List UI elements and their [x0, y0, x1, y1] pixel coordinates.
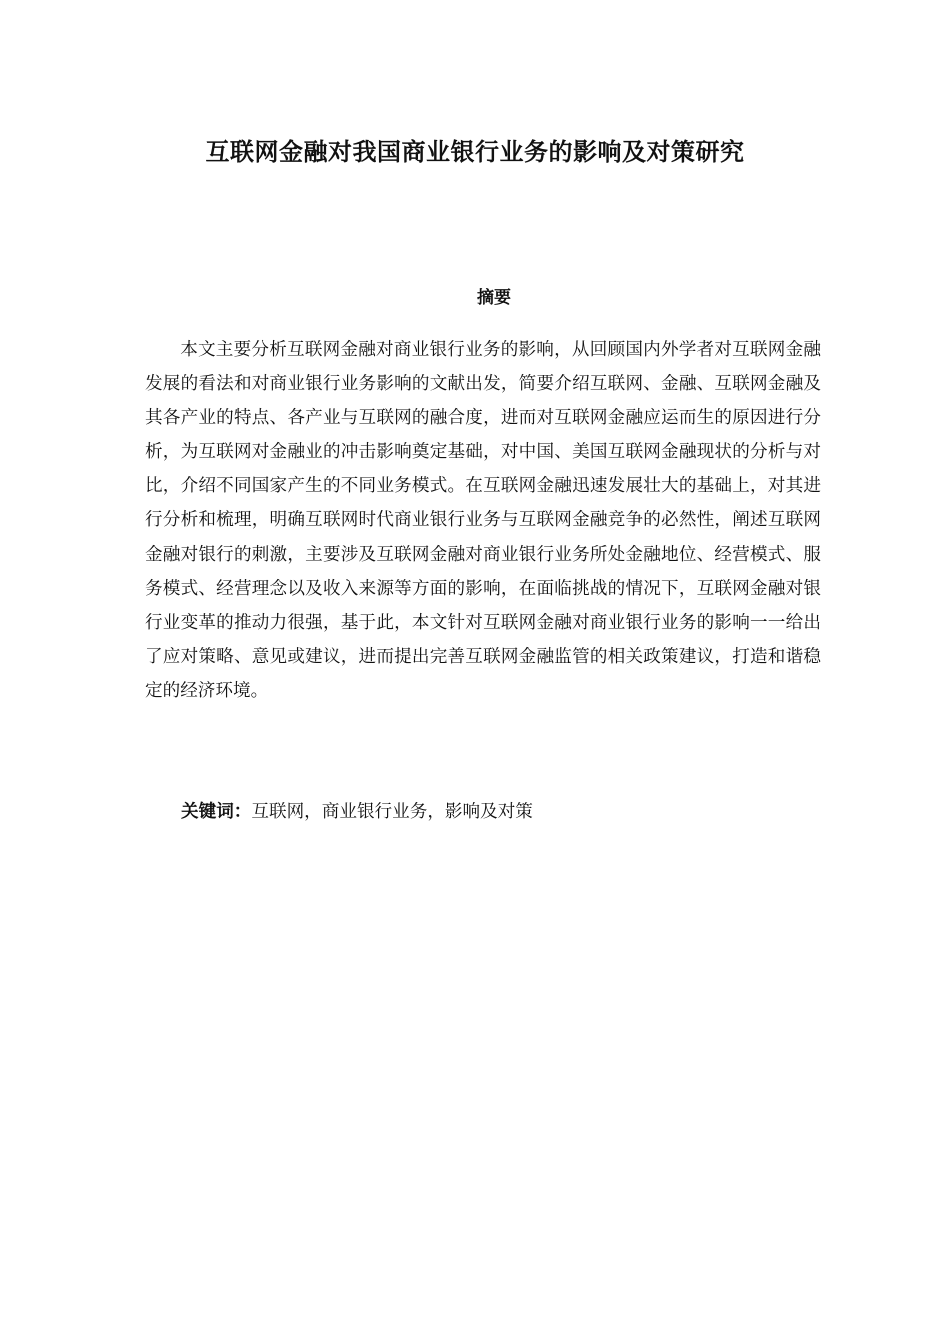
- keywords-line: [181, 798, 821, 826]
- abstract-heading: 摘要: [477, 288, 511, 308]
- keywords-value: 互联网，商业银行业务，影响及对策: [251, 802, 533, 822]
- keywords-label: 关键词：: [181, 801, 252, 822]
- paper-title: 互联网金融对我国商业银行业务的影响及对策研究: [205, 137, 745, 166]
- abstract-body: 本文主要分析互联网金融对商业银行业务的影响，从回顾国内外学者对互联网金融发展的看法和对商业银行业务影响的文献出发，简要介绍互联网、金融、互联网金融及其各产业的特点、各产业与互联网的融合度，进而对互联网金融应运而生的原因进行分析，为互联网对金融业的冲击影响奠定基础，对中国、美国互联网金融现状的分析与对比，介绍不同国家产生的不同业务模式。在互联网金融迅速发展壮大的基础上，对其进行分析和梳理，明确互联网时代商业银行业务与互联网金融竞争的必然性，阐述互联网金融对银行的刺激，主要涉及互联网金融对商业银行业务所处金融地位、经营模式、服务模式、经营理念以及收入来源等方面的影响，在面临挑战的情况下，互联网金融对银行业变革的推动力很强，基于此，本文针对互联网金融对商业银行业务的影响一一给出了应对策略、意见或建议，进而提出完善互联网金融监管的相关政策建议，打造和谐稳定的经济环境。: [145, 340, 821, 701]
